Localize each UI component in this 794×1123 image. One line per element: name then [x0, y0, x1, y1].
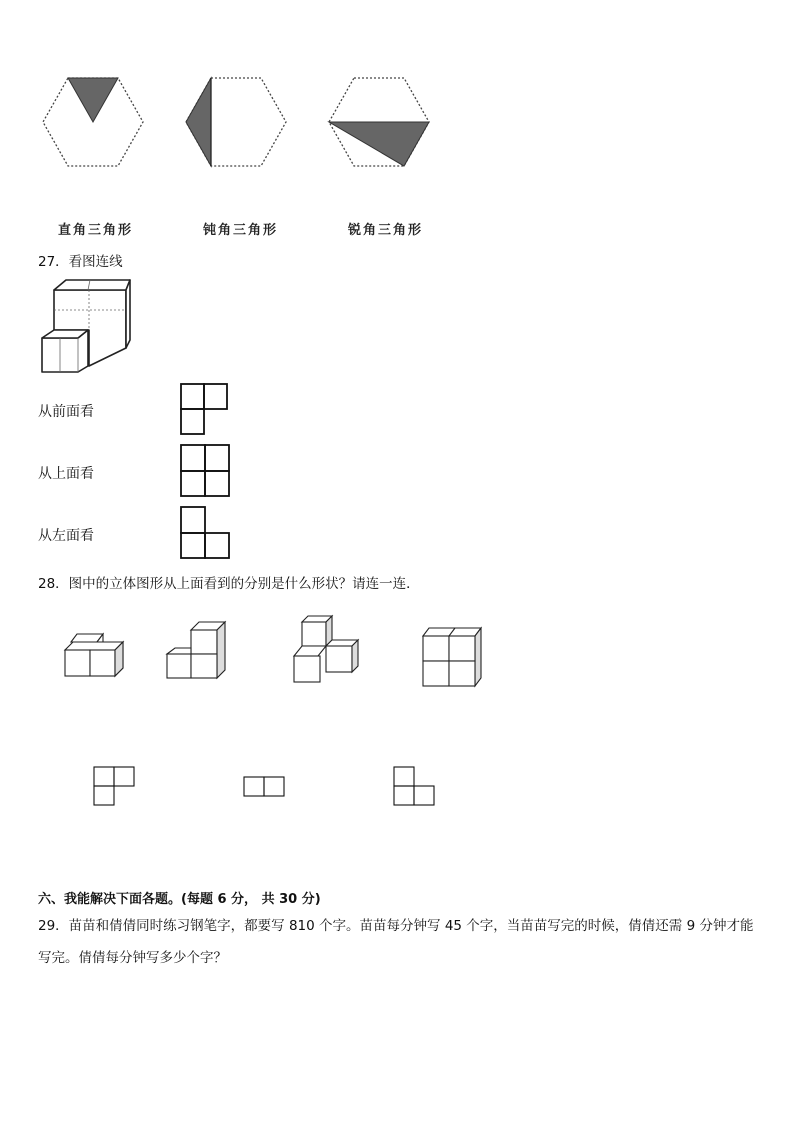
- view-label-top: 从上面看: [38, 466, 94, 482]
- view-shape-top: [180, 444, 232, 499]
- q28-solid-3: [292, 612, 362, 684]
- section-6-heading: 六、我能解决下面各题。(每题 6 分， 共 30 分): [38, 892, 321, 907]
- q27-solid-figure: [40, 278, 132, 373]
- q29-line-2: 写完。倩倩每分钟写多少个字？: [38, 950, 227, 966]
- view-shape-left: [180, 506, 232, 561]
- label-acute-triangle: 锐角三角形: [348, 223, 424, 238]
- q29-line-1: 29．苗苗和倩倩同时练习钢笔字，都要写 810 个字。苗苗每分钟写 45 个字，当苗苗写完的时候，倩倩还需 9 分钟才能: [38, 918, 754, 934]
- q28-plan-2: [243, 776, 287, 798]
- hexagon-obtuse-triangle: [183, 76, 289, 168]
- q28-solid-4: [421, 626, 485, 688]
- label-obtuse-triangle: 钝角三角形: [203, 223, 279, 238]
- view-label-front: 从前面看: [38, 404, 94, 420]
- q28-solid-2: [165, 620, 229, 682]
- q28-plan-1: [93, 766, 137, 808]
- q28-solid-1: [63, 632, 129, 680]
- q28-title: 28．图中的立体图形从上面看到的分别是什么形状？请连一连．: [38, 576, 420, 592]
- q27-title: 27．看图连线: [38, 254, 123, 270]
- view-shape-front: [180, 383, 230, 437]
- label-right-triangle: 直角三角形: [58, 223, 134, 238]
- hexagon-acute-triangle: [326, 76, 432, 168]
- q28-plan-3: [393, 766, 437, 808]
- hexagon-right-triangle: [40, 76, 146, 168]
- view-label-left: 从左面看: [38, 528, 94, 544]
